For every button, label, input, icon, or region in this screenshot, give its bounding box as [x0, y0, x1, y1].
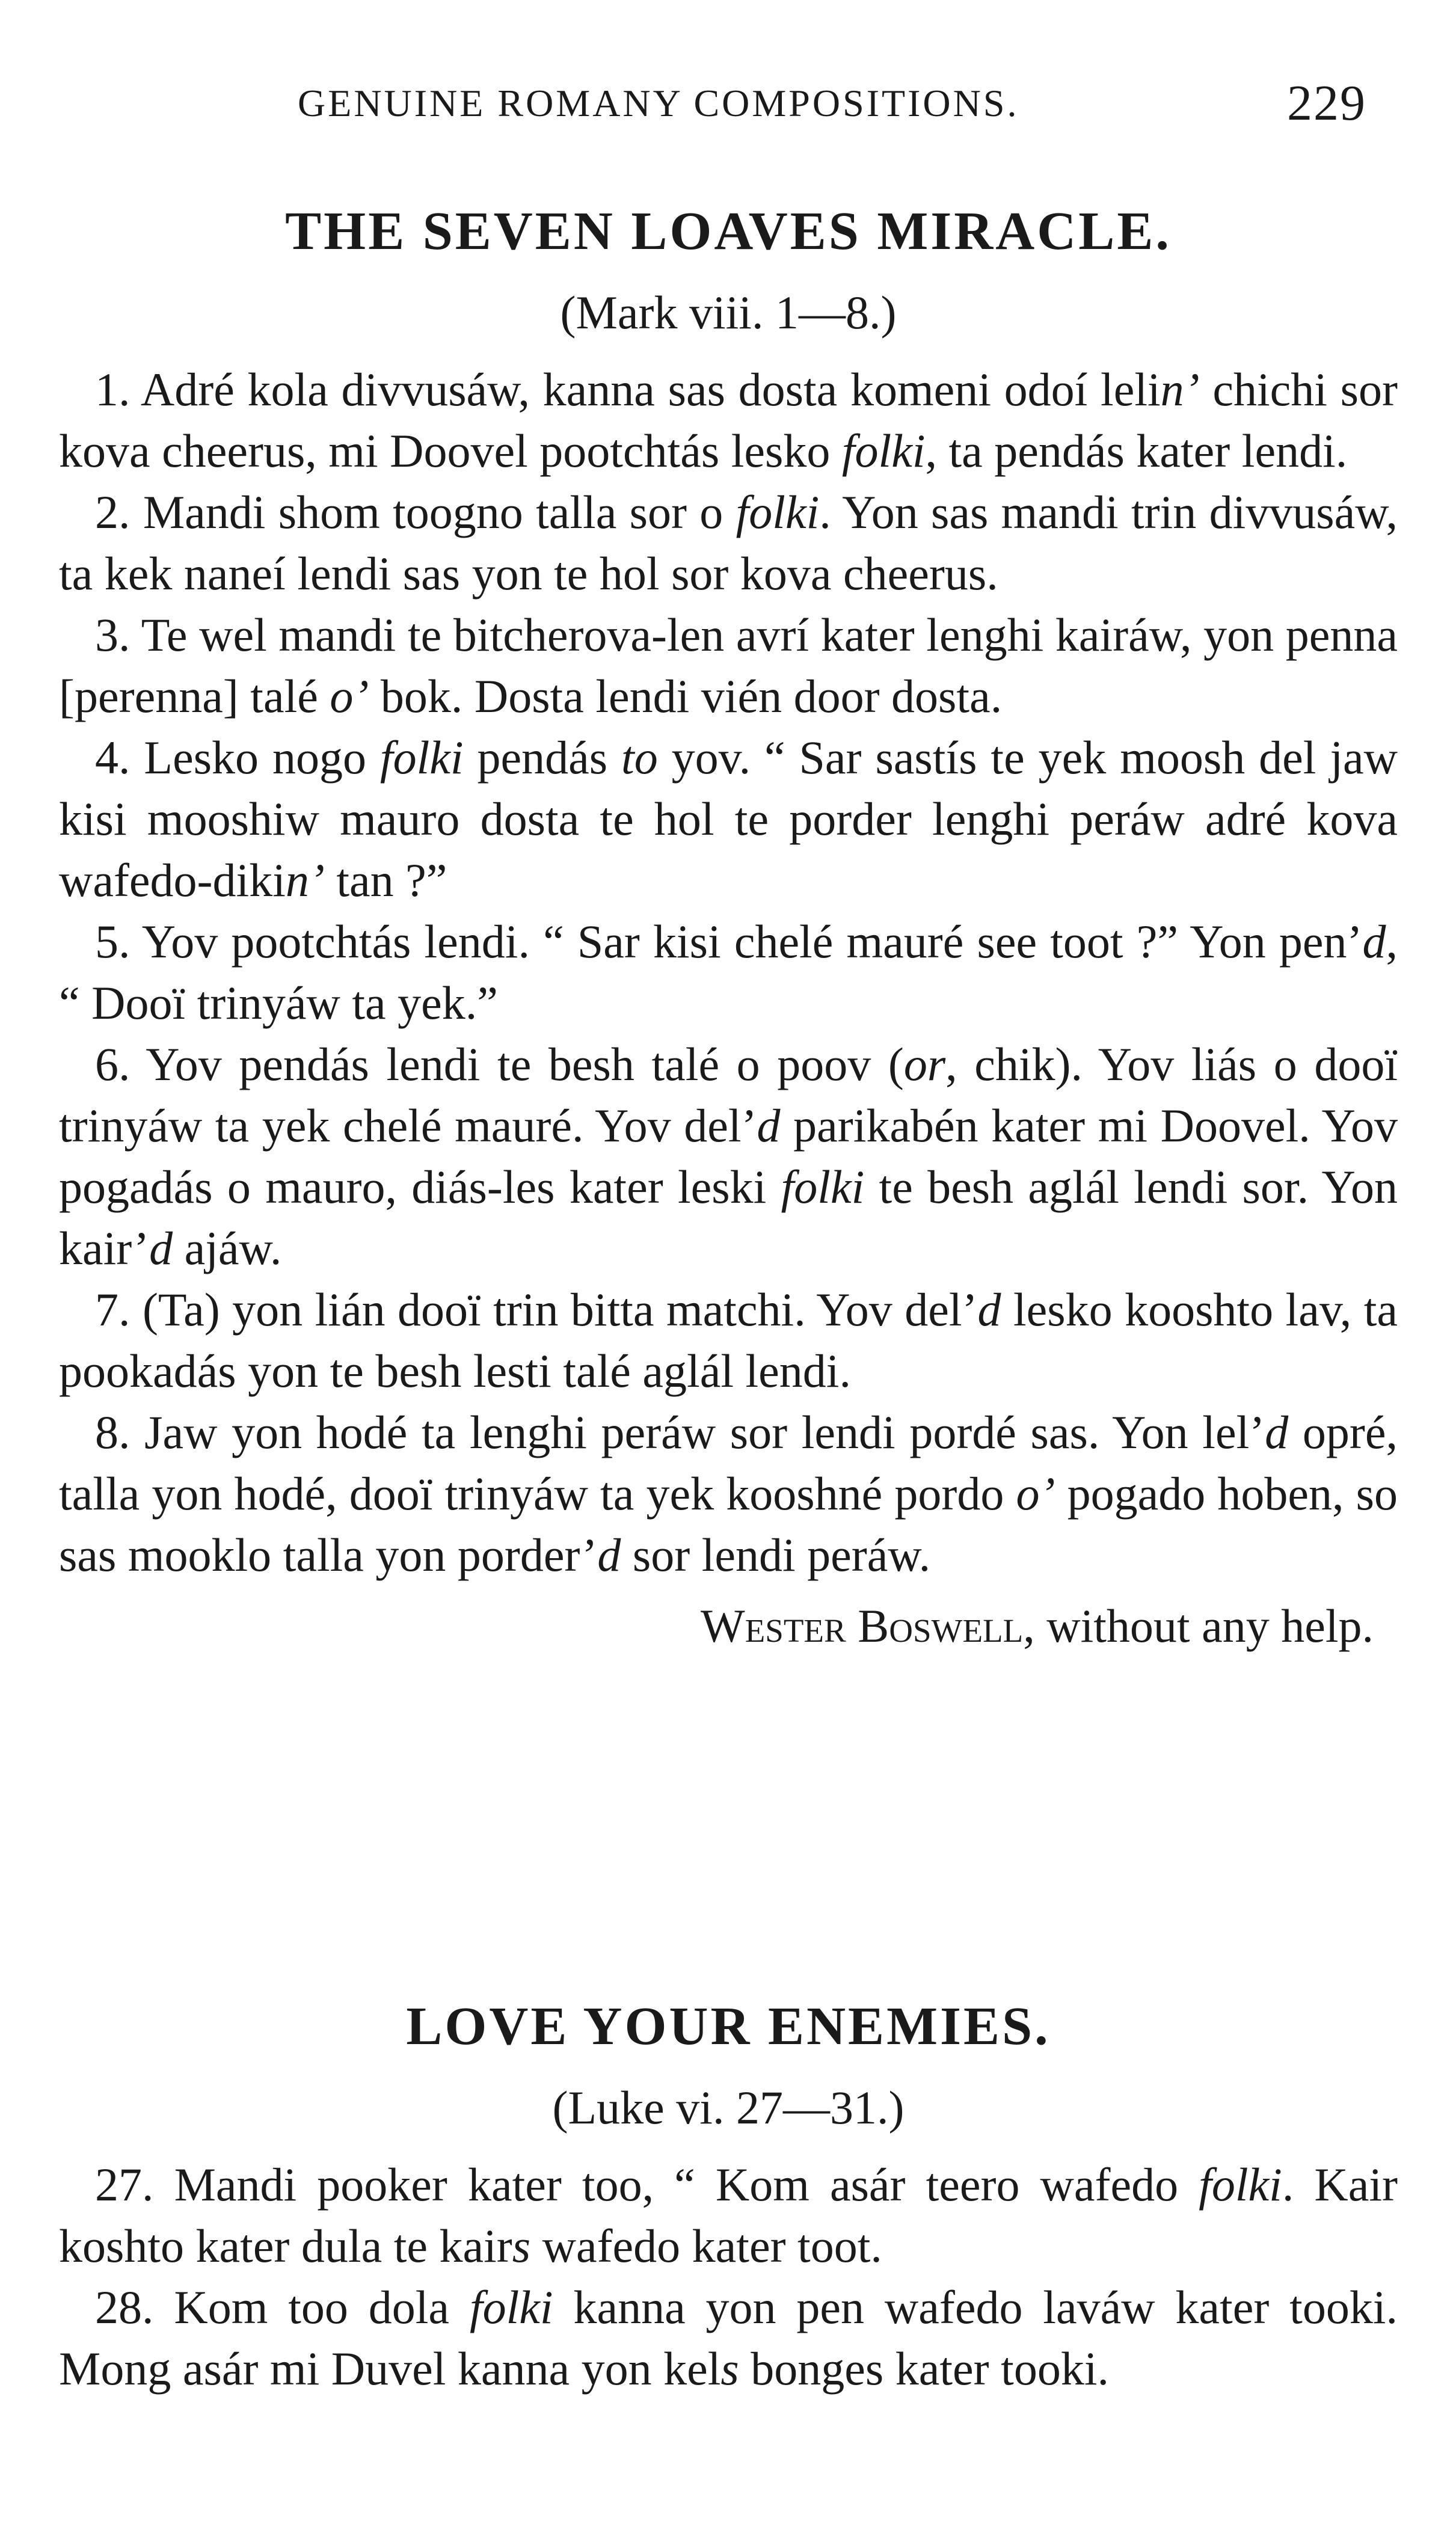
italic-text: n’ — [1160, 363, 1200, 416]
verse — [59, 482, 1398, 604]
verse-text: pendás — [463, 731, 622, 784]
verse — [59, 727, 1398, 911]
page-number: 229 — [1287, 75, 1366, 131]
verse-text: yov. “ Sar sastís te yek moosh del jaw kisi mooshiw mauro dosta te hol te porder lenghi peráw adré kova wafedo-diki — [59, 731, 1398, 906]
italic-text: s — [512, 2220, 531, 2272]
verse-text: pogado hoben, so sas mooklo talla yon porder’ — [59, 1467, 1398, 1581]
author-name: Wester Boswell — [701, 1600, 1024, 1652]
italic-text: o’ — [330, 670, 369, 722]
italic-text: folki — [736, 486, 820, 538]
section-heading: LOVE YOUR ENEMIES. — [406, 1997, 1051, 2056]
verse — [59, 359, 1398, 482]
verse-text: parikabén kater mi Doovel. Yov pogadás o mauro, diás-les kater leski — [59, 1099, 1398, 1213]
verse-text: 7. (Ta) yon lián dooï trin bitta matchi. Yov del’ — [95, 1283, 978, 1336]
scripture-reference: (Luke vi. 27—31.) — [552, 2081, 905, 2134]
verse-text: lesko kooshto lav, ta pookadás yon te besh lesti talé aglál lendi. — [59, 1283, 1398, 1397]
verse-text: 8. Jaw yon hodé ta lenghi peráw sor lendi pordé sas. Yon lel’ — [95, 1406, 1265, 1458]
verse-text: , “ Dooï trinyáw ta yek.” — [59, 915, 1398, 1029]
running-head — [60, 75, 1396, 135]
verse-text: tan ?” — [324, 854, 447, 906]
section-seven-loaves — [59, 195, 1398, 1659]
verse-text: te besh aglál lendi sor. Yon kair’ — [59, 1161, 1398, 1274]
italic-text: folki — [469, 2281, 553, 2333]
verse — [59, 1034, 1398, 1279]
verse-text: , chik). Yov liás o dooï trinyáw ta yek chelé mauré. Yov del’ — [59, 1038, 1398, 1152]
verse-text: kanna yon pen wafedo laváw kater tooki. Mong asár mi Duvel kanna yon kel — [59, 2281, 1398, 2395]
verse-text: 4. Lesko nogo — [95, 731, 380, 784]
verse-text: 2. Mandi shom toogno talla sor o — [95, 486, 736, 538]
scripture-reference: (Mark viii. 1—8.) — [560, 286, 897, 339]
attribution-note: , without any help. — [1023, 1600, 1374, 1652]
italic-text: d — [977, 1283, 1001, 1336]
italic-text: folki — [379, 731, 464, 784]
verse — [59, 911, 1398, 1034]
verse — [59, 2154, 1398, 2277]
verse — [59, 2277, 1398, 2399]
verse-text: . Kair koshto kater dula te kair — [59, 2158, 1398, 2272]
verse-text: ajáw. — [173, 1222, 282, 1274]
verse-text: bonges kater tooki. — [739, 2342, 1109, 2395]
verse-text: . Yon sas mandi trin divvusáw, ta kek naneí lendi sas yon te hol sor kova cheerus. — [59, 486, 1398, 600]
italic-text: o’ — [1016, 1467, 1055, 1520]
attribution — [59, 1593, 1374, 1659]
verse-text: 28. Kom too dola — [95, 2281, 470, 2333]
section-love-your-enemies — [59, 1991, 1398, 2399]
section-heading: THE SEVEN LOAVES MIRACLE. — [285, 201, 1172, 261]
verse-text: chichi sor kova cheerus, mi Doovel pootchtás lesko — [59, 363, 1398, 477]
verse-text: 27. Mandi pooker kater too, “ Kom asár teero wafedo — [95, 2158, 1199, 2211]
italic-text: d — [1265, 1406, 1289, 1458]
italic-text: folki — [1199, 2158, 1282, 2211]
italic-text: d — [597, 1529, 621, 1581]
verse-text: wafedo kater toot. — [530, 2220, 882, 2272]
italic-text: or — [903, 1038, 946, 1090]
italic-text: d — [149, 1222, 173, 1274]
verse-text: 1. Adré kola divvusáw, kanna sas dosta komeni odoí leli — [95, 363, 1161, 416]
verse-text: 6. Yov pendás lendi te besh talé o poov ( — [95, 1038, 904, 1090]
verse-text: , ta pendás kater lendi. — [925, 425, 1348, 477]
italic-text: s — [720, 2342, 739, 2395]
italic-text: n’ — [285, 854, 325, 906]
verse — [59, 604, 1398, 727]
verse-text: bok. Dosta lendi vién door dosta. — [369, 670, 1003, 722]
italic-text: d — [1362, 915, 1386, 968]
verse-text: 5. Yov pootchtás lendi. “ Sar kisi chelé mauré see toot ?” Yon pen’ — [95, 915, 1363, 968]
verse — [59, 1402, 1398, 1586]
running-title: GENUINE ROMANY COMPOSITIONS. — [298, 82, 1019, 124]
italic-text: to — [621, 731, 658, 784]
italic-text: folki — [841, 425, 926, 477]
verse-list — [59, 2154, 1398, 2399]
verse-list — [59, 359, 1398, 1586]
italic-text: d — [757, 1099, 781, 1152]
verse-text: 3. Te wel mandi te bitcherova-len avrí kater lenghi kairáw, yon penna [perenna] talé — [59, 609, 1398, 722]
verse-text: opré, talla yon hodé, dooï trinyáw ta yek kooshné pordo — [59, 1406, 1398, 1520]
verse-text: sor lendi peráw. — [621, 1529, 931, 1581]
verse — [59, 1279, 1398, 1402]
italic-text: folki — [781, 1161, 865, 1213]
